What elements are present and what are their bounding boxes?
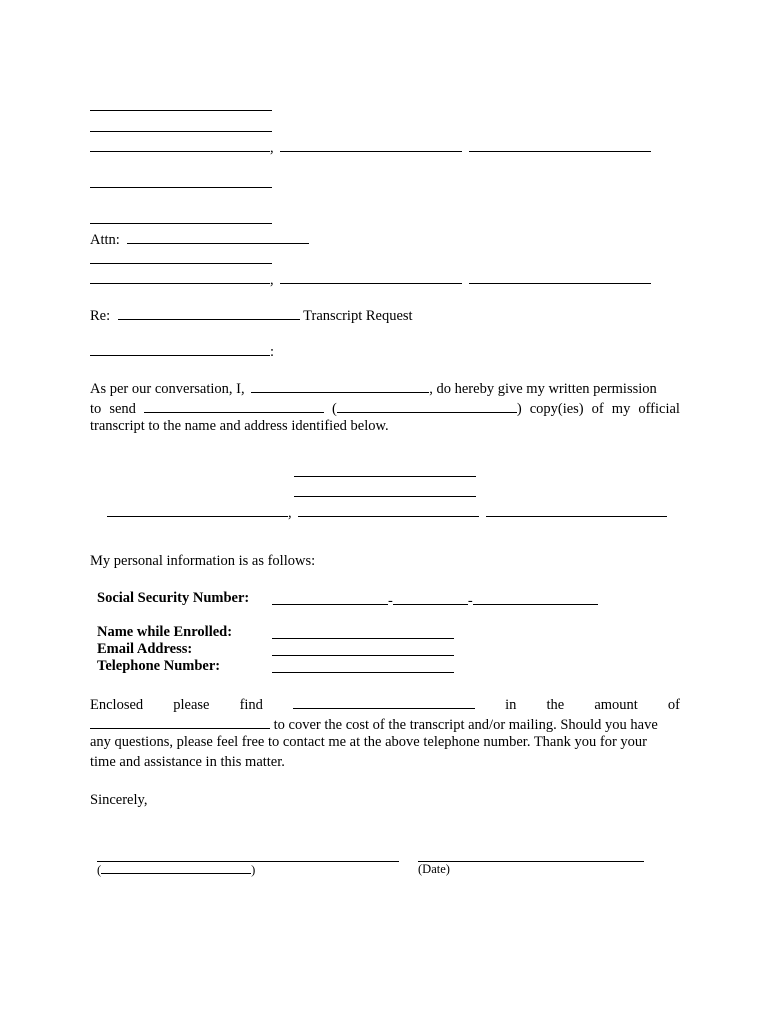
recipient-name-line [90, 208, 272, 229]
ssn-part-3-field[interactable] [473, 589, 598, 605]
recipient-street-line [90, 248, 272, 269]
personal-info-intro [90, 552, 315, 570]
permission-word: my [611, 401, 631, 417]
sender-state-field[interactable] [280, 136, 462, 152]
email-label: Email Address: [97, 641, 193, 657]
destination-city-line [107, 501, 667, 522]
sender-city-line [90, 136, 651, 157]
ssn-label: Social Security Number: [97, 590, 250, 606]
ssn-dash: - [467, 593, 473, 609]
destination-street-field[interactable] [294, 481, 476, 497]
re-label: Re: [90, 308, 111, 324]
salutation-line [90, 340, 274, 361]
payment-line-4: time and assistance in this matter. [90, 754, 285, 770]
re-text: Transcript Request [303, 308, 413, 324]
student-name-field[interactable] [251, 377, 429, 393]
payment-amount-field[interactable] [90, 713, 270, 729]
permission-word: copy(ies) [529, 401, 584, 417]
salutation-colon: : [270, 344, 275, 360]
telephone-label: Telephone Number: [97, 658, 221, 674]
copies-count-field[interactable] [337, 397, 517, 413]
attn-line [90, 228, 309, 249]
telephone-line [272, 657, 454, 678]
destination-zip-field[interactable] [486, 501, 667, 517]
sender-name-field[interactable] [90, 95, 272, 111]
permission-word: to [90, 401, 102, 417]
permission-word: official [638, 401, 680, 417]
copies-group [332, 397, 522, 418]
printed-name-field[interactable] [101, 860, 251, 874]
comma: , [288, 505, 292, 521]
ssn-part-2-field[interactable] [393, 589, 468, 605]
permission-text: transcript to the name and address identified below. [90, 418, 389, 434]
permission-text: , do hereby give my written permission [429, 381, 657, 397]
paren-close: ) [516, 401, 522, 417]
payment-word: in [505, 697, 517, 713]
sender-address-block [90, 95, 272, 116]
payment-line-1 [90, 693, 680, 714]
ssn-dash: - [388, 593, 393, 609]
school-name-field[interactable] [118, 304, 300, 320]
destination-state-field[interactable] [298, 501, 479, 517]
email-field[interactable] [272, 640, 454, 656]
recipient-city-line [90, 268, 651, 289]
paren-open: ( [331, 401, 337, 417]
date-signed-field[interactable] [418, 846, 644, 862]
sender-street-line [90, 116, 272, 137]
ssn-part-1-field[interactable] [272, 589, 388, 605]
sender-street-field[interactable] [90, 116, 272, 132]
payment-word: the [546, 697, 565, 713]
sender-city-field[interactable] [90, 136, 270, 152]
recipient-state-field[interactable] [280, 268, 462, 284]
date-label: (Date) [418, 862, 450, 876]
permission-line-2 [90, 397, 680, 418]
salutation-field[interactable] [90, 340, 270, 356]
permission-line-3 [90, 417, 389, 435]
telephone-field[interactable] [272, 657, 454, 673]
paren-open: ( [97, 863, 102, 877]
printed-name-line [97, 860, 255, 879]
date-line [90, 172, 272, 193]
payment-word: amount [594, 697, 638, 713]
recipient-street-field[interactable] [90, 248, 272, 264]
payment-word: please [173, 697, 210, 713]
attn-field[interactable] [127, 228, 309, 244]
destination-name-field[interactable] [294, 461, 476, 477]
destination-city-field[interactable] [107, 501, 288, 517]
permission-word: send [109, 401, 136, 417]
sender-zip-field[interactable] [469, 136, 651, 152]
payment-word: Enclosed [90, 697, 144, 713]
payment-word: of [667, 697, 680, 713]
permission-line-1 [90, 377, 657, 398]
personal-info-text: My personal information is as follows: [90, 553, 316, 569]
destination-street-line [294, 481, 476, 502]
destination-name-line [294, 461, 476, 482]
closing: Sincerely, [90, 792, 148, 808]
recipient-name-field[interactable] [90, 208, 272, 224]
comma: , [270, 140, 274, 156]
recipient-field[interactable] [144, 397, 324, 413]
comma: , [270, 272, 274, 288]
attn-label: Attn: [90, 232, 120, 248]
payment-method-field[interactable] [293, 693, 475, 709]
payment-word: find [239, 697, 263, 713]
paren-close: ) [251, 863, 256, 877]
date-signed-line [418, 846, 644, 867]
payment-line-2 [90, 713, 658, 734]
permission-text: As per our conversation, I, [90, 381, 245, 397]
subject-line [90, 304, 413, 325]
ssn-fields [272, 589, 598, 610]
name-enrolled-field[interactable] [272, 623, 454, 639]
recipient-city-field[interactable] [90, 268, 270, 284]
name-enrolled-label: Name while Enrolled: [97, 624, 233, 640]
payment-text: to cover the cost of the transcript and/or mailing. Should you have [273, 717, 658, 733]
payment-line-3: any questions, please feel free to contact me at the above telephone number. Thank you for your [90, 734, 647, 750]
recipient-zip-field[interactable] [469, 268, 651, 284]
letter-date-field[interactable] [90, 172, 272, 188]
permission-word: of [591, 401, 604, 417]
